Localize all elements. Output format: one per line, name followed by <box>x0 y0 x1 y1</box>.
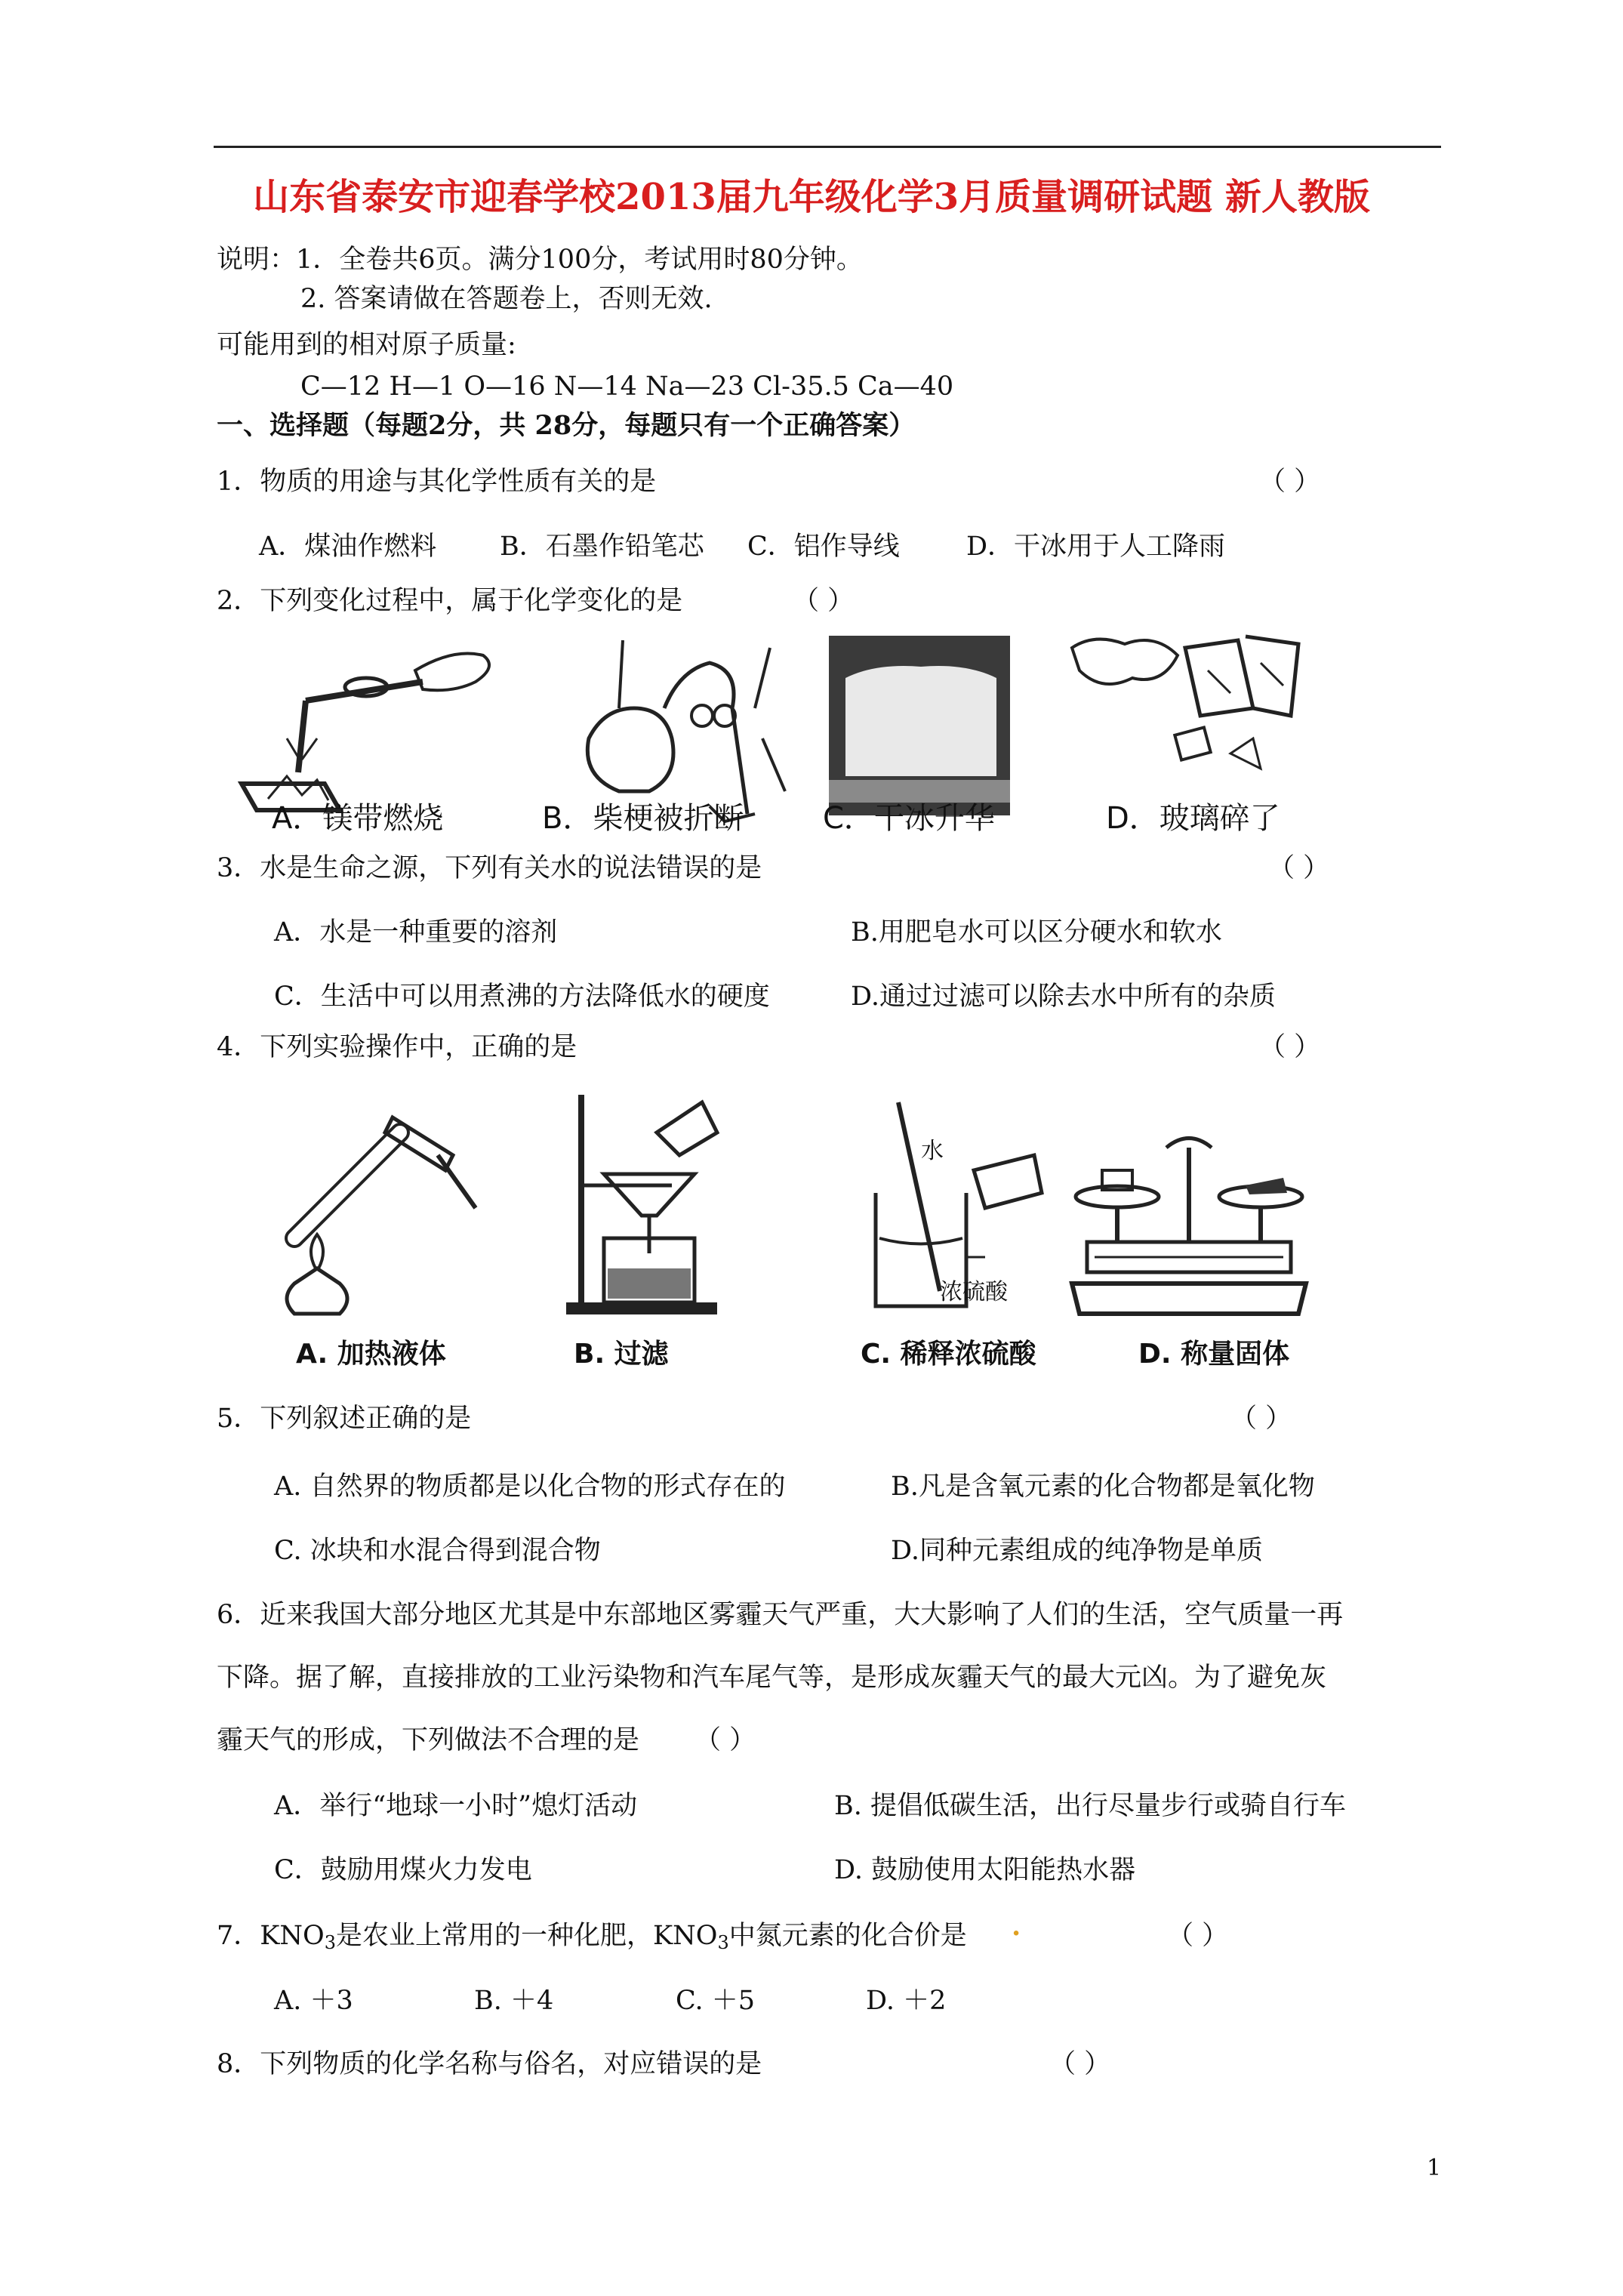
q5-stem: 5．下列叙述正确的是 <box>217 1404 472 1434</box>
q1-option-c: C．铝作导线 <box>747 532 900 562</box>
q2-caption-a: A．镁带燃烧 <box>272 801 444 836</box>
q5-option-a: A. 自然界的物质都是以化合物的形式存在的 <box>274 1472 786 1502</box>
match-breaking-illustration <box>587 640 785 821</box>
q7-option-c: C. ＋5 <box>676 1986 756 2016</box>
q6-option-c: C．鼓励用煤火力发电 <box>274 1855 532 1885</box>
q1-option-b: B．石墨作铅笔芯 <box>500 532 704 562</box>
q4-fig-label-water: 水 <box>921 1138 944 1164</box>
q7-stem: 7．$KNO_3$是农业上常用的一种化肥，$KNO_3$中氮元素的化合价是 <box>217 1921 967 1953</box>
q1-option-a: A．煤油作燃料 <box>259 532 437 562</box>
q4-caption-a: A. 加热液体 <box>296 1339 446 1370</box>
q3-option-c: C．生活中可以用煮沸的方法降低水的硬度 <box>274 982 770 1012</box>
q7-stray-dot: . <box>1012 1911 1021 1942</box>
q4-caption-c: C. 稀释浓硫酸 <box>861 1339 1036 1370</box>
q7-option-d: D. ＋2 <box>866 1986 947 2016</box>
q6-option-b: B. 提倡低碳生活，出行尽量步行或骑自行车 <box>834 1791 1346 1821</box>
q2-caption-d: D．玻璃碎了 <box>1106 801 1280 836</box>
q1-stem: 1．物质的用途与其化学性质有关的是 <box>217 467 657 497</box>
q4-caption-b: B. 过滤 <box>574 1339 669 1370</box>
q4-answer-bracket: （ ） <box>1259 1032 1321 1062</box>
q3-option-a: A．水是一种重要的溶剂 <box>274 917 558 948</box>
q6-line-2: 下降。据了解，直接排放的工业污染物和汽车尾气等，是形成灰霾天气的最大元凶。为了避免灰 <box>217 1663 1327 1693</box>
q4-caption-d: D. 称量固体 <box>1138 1339 1290 1370</box>
q6-line-3: 霾天气的形成，下列做法不合理的是 <box>217 1725 640 1755</box>
q8-answer-bracket: （ ） <box>1049 2049 1111 2079</box>
q2-answer-bracket: （ ） <box>793 586 855 616</box>
q6-answer-bracket: （ ） <box>694 1725 756 1755</box>
atomic-mass-values: C—12 H—1 O—16 N—14 Na—23 Cl-35.5 Ca—40 <box>300 371 954 402</box>
q5-option-c: C. 冰块和水混合得到混合物 <box>274 1536 601 1566</box>
q6-line-1: 6．近来我国大部分地区尤其是中东部地区雾霾天气严重，大大影响了人们的生活，空气质量一再 <box>217 1600 1344 1630</box>
header-rule <box>214 146 1441 148</box>
broken-glass-illustration <box>1072 636 1298 769</box>
q7-option-b: B. ＋4 <box>474 1986 554 2016</box>
q3-answer-bracket: （ ） <box>1268 853 1330 883</box>
filtration-illustration <box>566 1095 717 1314</box>
heating-liquid-illustration <box>287 1117 476 1314</box>
q5-option-d: D.同种元素组成的纯净物是单质 <box>891 1536 1263 1566</box>
page-number: 1 <box>1427 2155 1442 2181</box>
atomic-mass-label: 可能用到的相对原子质量: <box>217 330 516 360</box>
q4-figure-strip <box>249 1087 1366 1336</box>
q5-answer-bracket: （ ） <box>1230 1404 1292 1434</box>
magnesium-burning-illustration <box>242 654 489 811</box>
q2-caption-b: B．柴梗被折断 <box>542 801 744 836</box>
note-line-2: 2. 答案请做在答题卷上，否则无效. <box>300 284 713 314</box>
q2-caption-c: C．干冰升华 <box>823 801 995 836</box>
note-line-1: 说明：1．全卷共6页。满分100分，考试用时80分钟。 <box>217 245 863 275</box>
q4-fig-label-acid: 浓硫酸 <box>940 1279 1008 1305</box>
q2-stem: 2．下列变化过程中，属于化学变化的是 <box>217 586 683 616</box>
q3-option-b: B.用肥皂水可以区分硬水和软水 <box>851 917 1222 948</box>
q5-option-b: B.凡是含氧元素的化合物都是氧化物 <box>891 1472 1315 1502</box>
q6-option-d: D. 鼓励使用太阳能热水器 <box>834 1855 1136 1885</box>
q8-stem: 8．下列物质的化学名称与俗名，对应错误的是 <box>217 2049 762 2079</box>
page-title: 山东省泰安市迎春学校2013届九年级化学3月质量调研试题 新人教版 <box>253 176 1370 218</box>
section-heading: 一、选择题（每题2分，共 28分，每题只有一个正确答案） <box>217 410 916 441</box>
q7-option-a: A. ＋3 <box>274 1986 353 2016</box>
q1-option-d: D．干冰用于人工降雨 <box>966 532 1226 562</box>
q6-option-a: A．举行“地球一小时”熄灯活动 <box>274 1791 638 1821</box>
q7-answer-bracket: （ ） <box>1167 1921 1229 1951</box>
q3-option-d: D.通过过滤可以除去水中所有的杂质 <box>851 982 1276 1012</box>
q3-stem: 3．水是生命之源，下列有关水的说法错误的是 <box>217 853 762 883</box>
q4-stem: 4．下列实验操作中，正确的是 <box>217 1032 577 1062</box>
q1-answer-bracket: （ ） <box>1259 467 1321 497</box>
balance-illustration <box>1072 1139 1306 1314</box>
dry-ice-photo <box>829 636 1010 815</box>
